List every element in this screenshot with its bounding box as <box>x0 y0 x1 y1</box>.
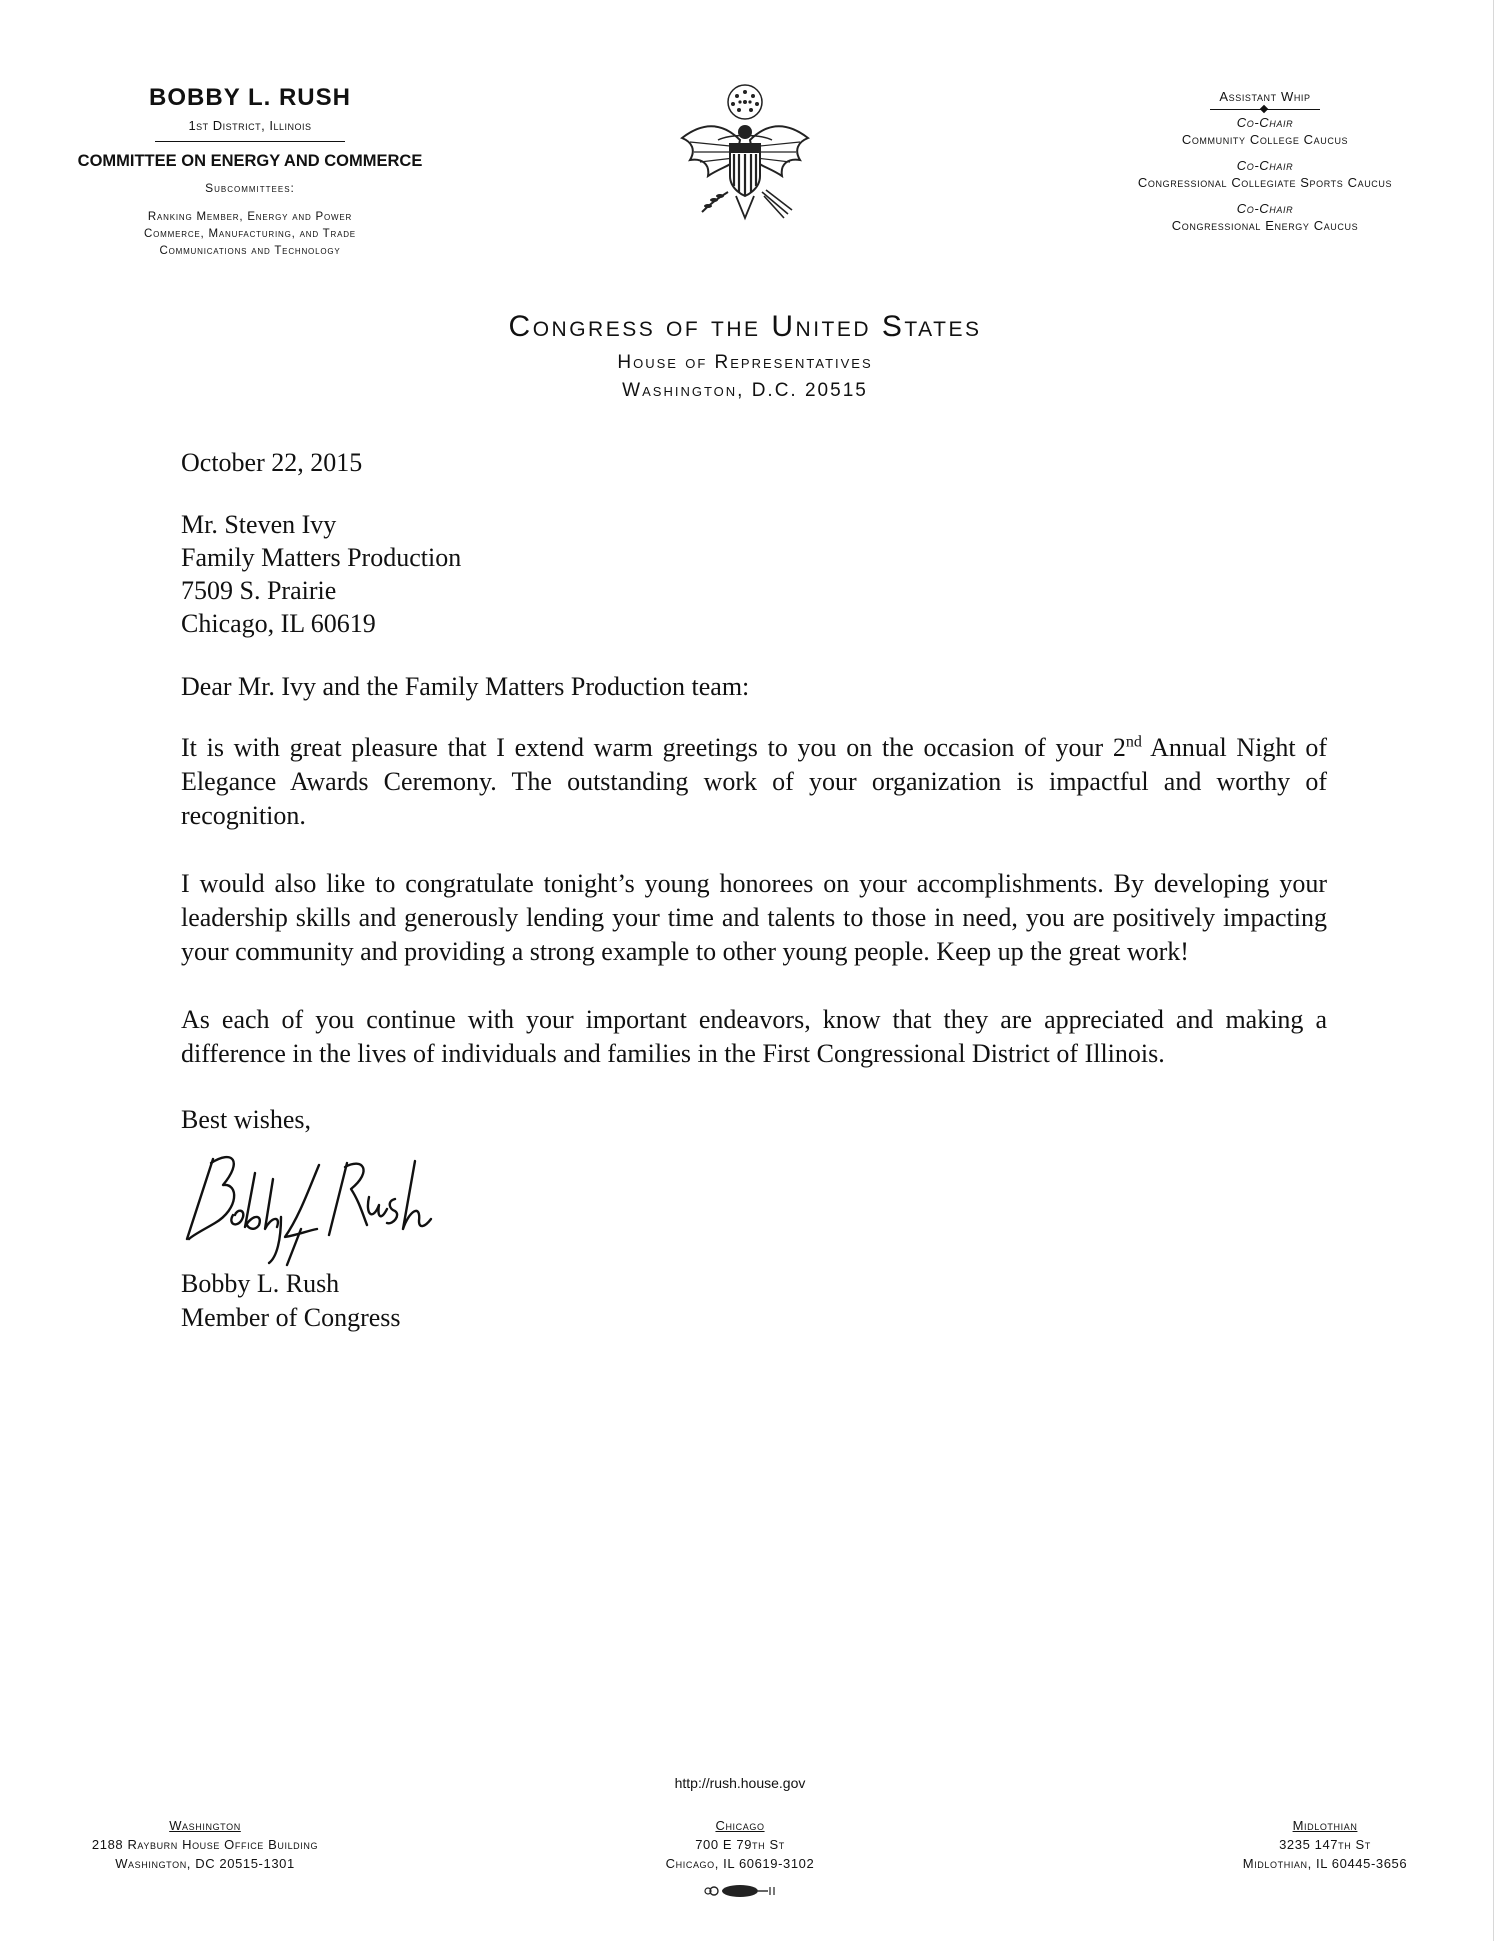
paragraph-2: I would also like to congratulate tonight’s young honorees on your accomplishments. By developing your leadership skills and generously lending your time and talents to those in need, you are positively impacting your community and providing a strong example to other young people. Keep up the great work! <box>181 869 1327 966</box>
office-line: 3235 147th St <box>1279 1837 1371 1852</box>
caucus-role-title: Co-Chair <box>1236 158 1294 173</box>
signer-title: Member of Congress <box>181 1303 401 1332</box>
office-line: Midlothian, IL 60445-3656 <box>1242 1856 1408 1871</box>
paragraph-1-start: It is with great pleasure that I extend warm greetings to you on the occasion of your 2 <box>181 733 1126 762</box>
address-line: Mr. Steven Ivy <box>181 510 337 539</box>
committee-name: COMMITTEE ON ENERGY AND COMMERCE <box>77 152 423 170</box>
member-name: BOBBY L. RUSH <box>149 84 351 111</box>
subcommittee-item: Ranking Member, Energy and Power <box>147 211 353 223</box>
caucus-name: Community College Caucus <box>1181 132 1349 147</box>
office-midlothian <box>1185 1816 1465 1873</box>
address-line: Family Matters Production <box>181 543 462 572</box>
office-city: Midlothian <box>1292 1818 1358 1833</box>
house-address: Washington, D.C. 20515 <box>622 380 868 401</box>
office-line: 2188 Rayburn House Office Building <box>91 1837 319 1852</box>
caucus-role <box>1090 157 1440 191</box>
letter-body <box>181 446 1327 1335</box>
subcommittee-item: Communications and Technology <box>159 245 341 257</box>
caucus-role-title: Co-Chair <box>1236 201 1294 216</box>
member-district: 1st District, Illinois <box>188 118 312 133</box>
ordinal-suffix: nd <box>1125 733 1142 751</box>
closing: Best wishes, <box>181 1105 311 1134</box>
subcommittee-item: Commerce, Manufacturing, and Trade <box>144 228 356 240</box>
paragraph-1 <box>181 731 1327 833</box>
website-link[interactable]: http://rush.house.gov <box>674 1775 806 1791</box>
office-line: 700 E 79th St <box>695 1837 785 1852</box>
address-line: Chicago, IL 60619 <box>181 609 376 638</box>
signer-name: Bobby L. Rush <box>181 1269 340 1298</box>
recipient-address <box>181 508 1327 640</box>
letterhead-left <box>40 84 460 260</box>
caucus-role-title: Co-Chair <box>1236 115 1294 130</box>
great-seal-icon <box>670 80 820 230</box>
office-city: Chicago <box>715 1818 765 1833</box>
office-city: Washington <box>169 1818 241 1833</box>
house-title: House of Representatives <box>617 352 873 373</box>
caucus-role <box>1090 114 1440 148</box>
salutation: Dear Mr. Ivy and the Family Matters Production team: <box>181 672 750 701</box>
paragraph-3: As each of you continue with your important endeavors, know that they are appreciated and making a difference in the lives of individuals and families in the First Congressional District of Illinois. <box>181 1005 1327 1068</box>
letter-date: October 22, 2015 <box>181 448 363 477</box>
diamond-divider <box>1210 105 1320 114</box>
caucus-role <box>1090 200 1440 234</box>
page-edge <box>1493 0 1494 1941</box>
printing-union-icon <box>702 1883 778 1899</box>
caucus-name: Congressional Collegiate Sports Caucus <box>1137 175 1393 190</box>
signer-block <box>181 1267 1327 1335</box>
subcommittee-list <box>40 209 460 260</box>
office-line: Washington, DC 20515-1301 <box>115 1856 295 1871</box>
office-washington <box>40 1816 370 1873</box>
office-line: Chicago, IL 60619-3102 <box>665 1856 815 1871</box>
signature <box>181 1139 441 1267</box>
congress-title: Congress of the United States <box>508 310 982 343</box>
subcommittees-label: Subcommittees: <box>205 181 295 195</box>
letterhead-right <box>1090 88 1440 243</box>
letterhead-center <box>440 80 1050 402</box>
paragraph-1-end: Annual Night of Elegance Awards Ceremony. The outstanding work of your organization is impactful and worthy of recognition. <box>181 733 1327 830</box>
divider <box>155 141 345 142</box>
office-chicago <box>600 1816 880 1873</box>
address-line: 7509 S. Prairie <box>181 576 337 605</box>
assistant-whip-title: Assistant Whip <box>1219 89 1311 104</box>
caucus-name: Congressional Energy Caucus <box>1171 218 1359 233</box>
